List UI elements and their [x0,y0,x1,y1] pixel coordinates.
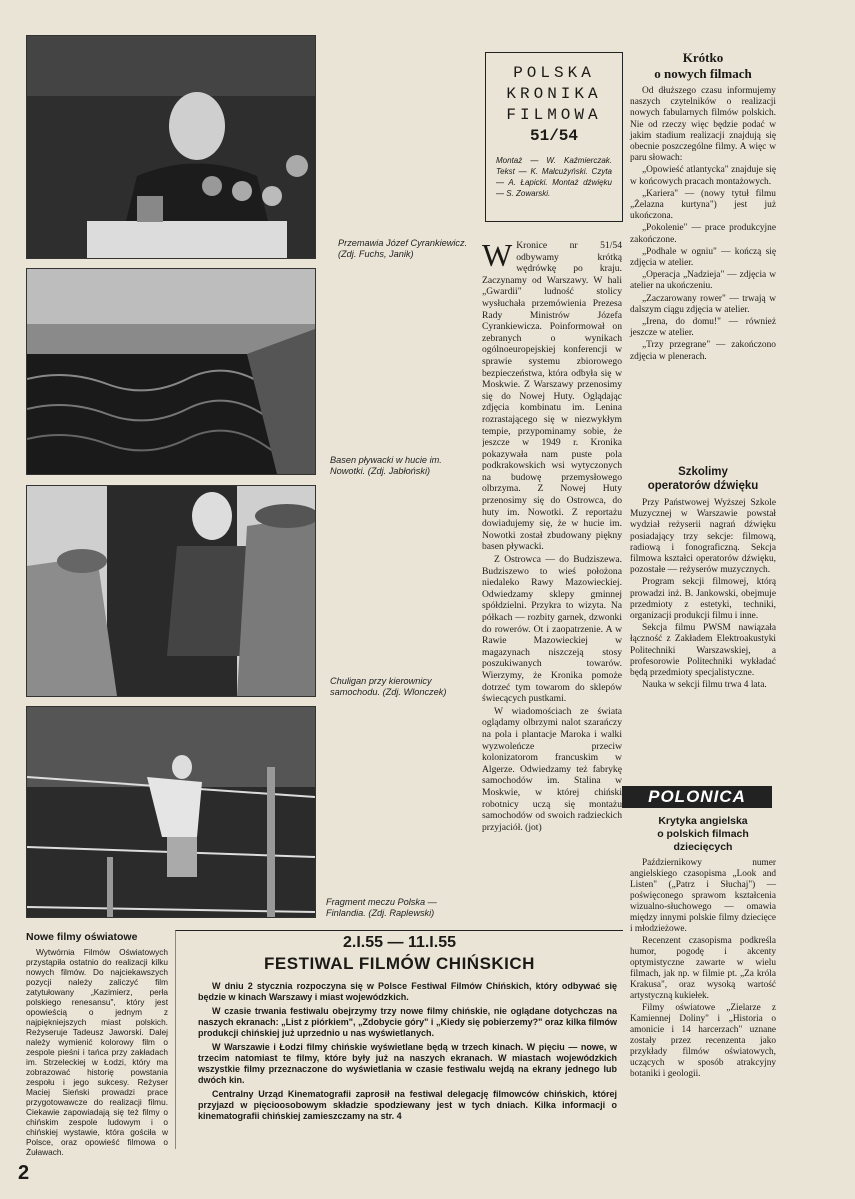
caption-speaker: Przemawia Józef Cyrankiewicz. (Zdj. Fuchs, Janik) [338,238,468,259]
szkolimy-section: Szkolimy operatorów dźwięku Przy Państwowej Wyższej Szkole Muzycznej w Warszawie powstał wydział reżyserii nagrań dźwięku posiadający trzy sekcje: filmową, radiową i fonograficzną. Sekcja filmowa kształci operatorów dźwięku, pozostałe — reżyserów muzycznych. Program sekcji filmowej, którą prowadzi inż. B. Jankowski, obejmuje przedmioty z estetyki, techniki, organizacji produkcji filmu i inne. Sekcja filmu PWSM nawiązała łączność z Zakładem Elektroakustyki Politechniki Warszawskiej, a profesorowie Politechniki wykładać będą przedmioty specjalistyczne. Nauka w sekcji filmu trwa 4 lata. [630,466,776,691]
polonica-banner: POLONICA [622,786,772,808]
dropcap: W [482,240,513,273]
nowe-filmy-section: Nowe filmy oświatowe Wytwórnia Filmów Oświatowych przystąpiła ostatnio do realizacji kilku nowych filmów. Do najciekawszych pozycji należy zaliczyć film zatytułowany „Kazimierz, perła polskiego renesansu", który jest opowieścią o jednym z najpiękniejszych miast polskich. Reżyseruje Tadeusz Jaworski. Dalej należy wymienić kolorowy film o zespole pieśni i tańca przy zakładach im. Strzeleckiej w Łodzi, który ma zobrazować historię powstania zespołu i jego sukcesy. Reżyser Maciej Sieński prowadzi prace przygotowawcze do realizacji filmu. Ciekawie zapowiadają się też filmy o chińskim zespole ludowym i o chińskiej wystawie, która gościła w Polsce, oraz opowieść filmowa o Żuławach. [26,931,168,1157]
photo-speaker [26,35,316,259]
kronika-box [485,52,623,222]
caption-boxing: Fragment meczu Polska — Finlandia. (Zdj. Raplewski) [326,897,437,918]
polonica-title: Krytyka angielska o polskich filmach dziecięcych [657,815,749,853]
szkolimy-title: Szkolimy operatorów dźwięku [647,466,759,492]
photo-boxing [26,706,316,918]
polonica-section: Krytyka angielska o polskich filmach dziecięcych Październikowy numer angielskiego czasopisma „Look and Listen" („Patrz i Słuchaj") — poświęconego sprawom kształcenia wizualno-słuchowego — omawia między innymi polskie filmy dziecięce i młodzieżowe. Recenzent czasopisma podkreśla humor, pogodę i akcenty optymistyczne zawarte w wielu filmach, jak np. w filmie pt. „Za króla Krakusa", oraz wysoką wartość artystyczną kukiełek. Filmy oświatowe „Zielarze z Kamiennej Doliny" i „Historia o amonicie i 14 harcerzach" uznane zostały przez recenzenta jako przykłady filmów oświatowych, uczących w sposób atrakcyjny botaniki i geologii. [630,815,776,1079]
festival-title: FESTIWAL FILMÓW CHIŃSKICH [264,954,535,973]
main-article: W Kronice nr 51/54 odbywamy krótką wędrówkę po kraju. Zaczynamy od Warszawy. W hali „Gwardii" ludność stolicy wysłuchała przemówienia Prezesa Rady Ministrów Józefa Cyrankiewicza. Poinformował on zebranych o wynikach ogólnoeuropejskiej konferencji w sprawie systemu zbiorowego bezpieczeństwa, która odbyła się w Moskwie. Z Warszawy przenosimy się do Nowej Huty. Oglądając zdjęcia kombinatu im. Lenina rozrastającego się w niezwykłym tempie, przypominamy sobie, że jeszcze w 1949 r. Kronika pokazywała nam puste pola podkrakowskich wsi wytyczonych na budowę przemysłowego olbrzyma. Z Nowej Huty przenosimy się do Ostrowca, do huty im. Nowotki. Z reportażu dowiadujemy się, że w hucie im. Nowotki został zbudowany piękny basen pływacki. Z Ostrowca — do Budziszewa. Budziszewo to wieś położona niedaleko Rawy Mazowieckiej. Odwiedzamy sklepy gminnej spółdzielni. Przykra to wizyta. Na półkach — rozbity garnek, dzwonki do rowerów. Ot i zaopatrzenie. A w Rawie Mazowieckiej w magazynach niszczeją stosy poszukiwanych towarów. Wierzymy, że Kronika pomoże dotrzeć tym towarom do sklepów świecących pustkami. W wiadomościach ze świata oglądamy olbrzymi nalot szarańczy na pola i plantacje Maroka i walki wyzwoleńcze przeciw kolonizatorom francuskim w Algerze. Odwiedzamy też fabrykę samochodów im. Stalina w Moskwie, w której chiński robotnicy uczą się montażu samochodów od swoich radzieckich przyjaciół. (jot) [482,240,622,833]
caption-hooligan: Chuligan przy kierownicy samochodu. (Zdj. Wlonczek) [330,676,447,697]
krotko-section: Krótko o nowych filmach Od dłuższego czasu informujemy naszych czytelników o realizacji nowych fabularnych filmów polskich. Nie od rzeczy więc będzie podać w jakim stadium realizacji znajdują się obecnie poszczególne filmy. A więc w paru słowach: „Opowieść atlantycka" znajduje się w końcowych pracach montażowych. „Kariera" — (nowy tytuł filmu „Żelazna kurtyna") jest już ukończona. „Pokolenie" — prace produkcyjne zakończone. „Podhale w ogniu" — kończą się zdjęcia w atelier. „Operacja „Nadzieja" — zdjęcia w atelier na ukończeniu. „Zaczarowany rower" — trwają w dalszym ciągu zdjęcia w atelier. „Irena, do domu!" — również jeszcze w atelier. „Trzy przegrane" — zakończono zdjęcia w plenerach. [630,50,776,362]
festival-dates: 2.I.55 — 11.I.55 [343,934,456,951]
photo-pool [26,268,316,475]
photo-hooligan [26,485,316,697]
nowe-filmy-title: Nowe filmy oświatowe [26,931,138,943]
kronika-title: POLSKA KRONIKA FILMOWA 51/54 [486,63,622,147]
kronika-number: 51/54 [529,127,578,145]
caption-pool: Basen pływacki w hucie im. Nowotki. (Zdj. Jabłoński) [330,455,442,476]
page-number: 2 [18,1162,30,1184]
krotko-title: Krótko o nowych filmach [654,50,752,81]
festival-box: 2.I.55 — 11.I.55 FESTIWAL FILMÓW CHIŃSKICH W dniu 2 stycznia rozpoczyna się w Polsce Festiwal Filmów Chińskich, który odbywać się będzie w kinach Warszawy i miast wojewódzkich. W czasie trwania festiwalu obejrzymy trzy nowe filmy chińskie, nie oglądane dotychczas na naszych ekranach: „List z piórkiem", „Zdobycie góry" i „Kiedy się pobierzemy?" oraz kilka filmów produkcji chińskiej już uprzednio u nas wyświetlanych. W Warszawie i Łodzi filmy chińskie wyświetlane będą w trzech kinach. W pięciu — nowe, w trzecim natomiast te filmy, które były już na naszych ekranach. W miastach wojewódzkich wszystkie filmy przeznaczone do wyświetlania w czasie festiwalu wejdą na ekrany jednego lub dwóch kin. Centralny Urząd Kinematografii zaprosił na festiwal delegację filmowców chińskich, której przyjazd w pięcioosobowym składzie spodziewany jest w tych dniach. Kilka informacji o kinematografii chińskiej zamieszczamy na str. 4 [175,930,623,1149]
kronika-credits: Montaż — W. Kaźmierczak. Tekst — K. Malcużyński. Czyta — A. Łapicki. Montaż dźwięku — S. Zowarski. [496,156,612,198]
